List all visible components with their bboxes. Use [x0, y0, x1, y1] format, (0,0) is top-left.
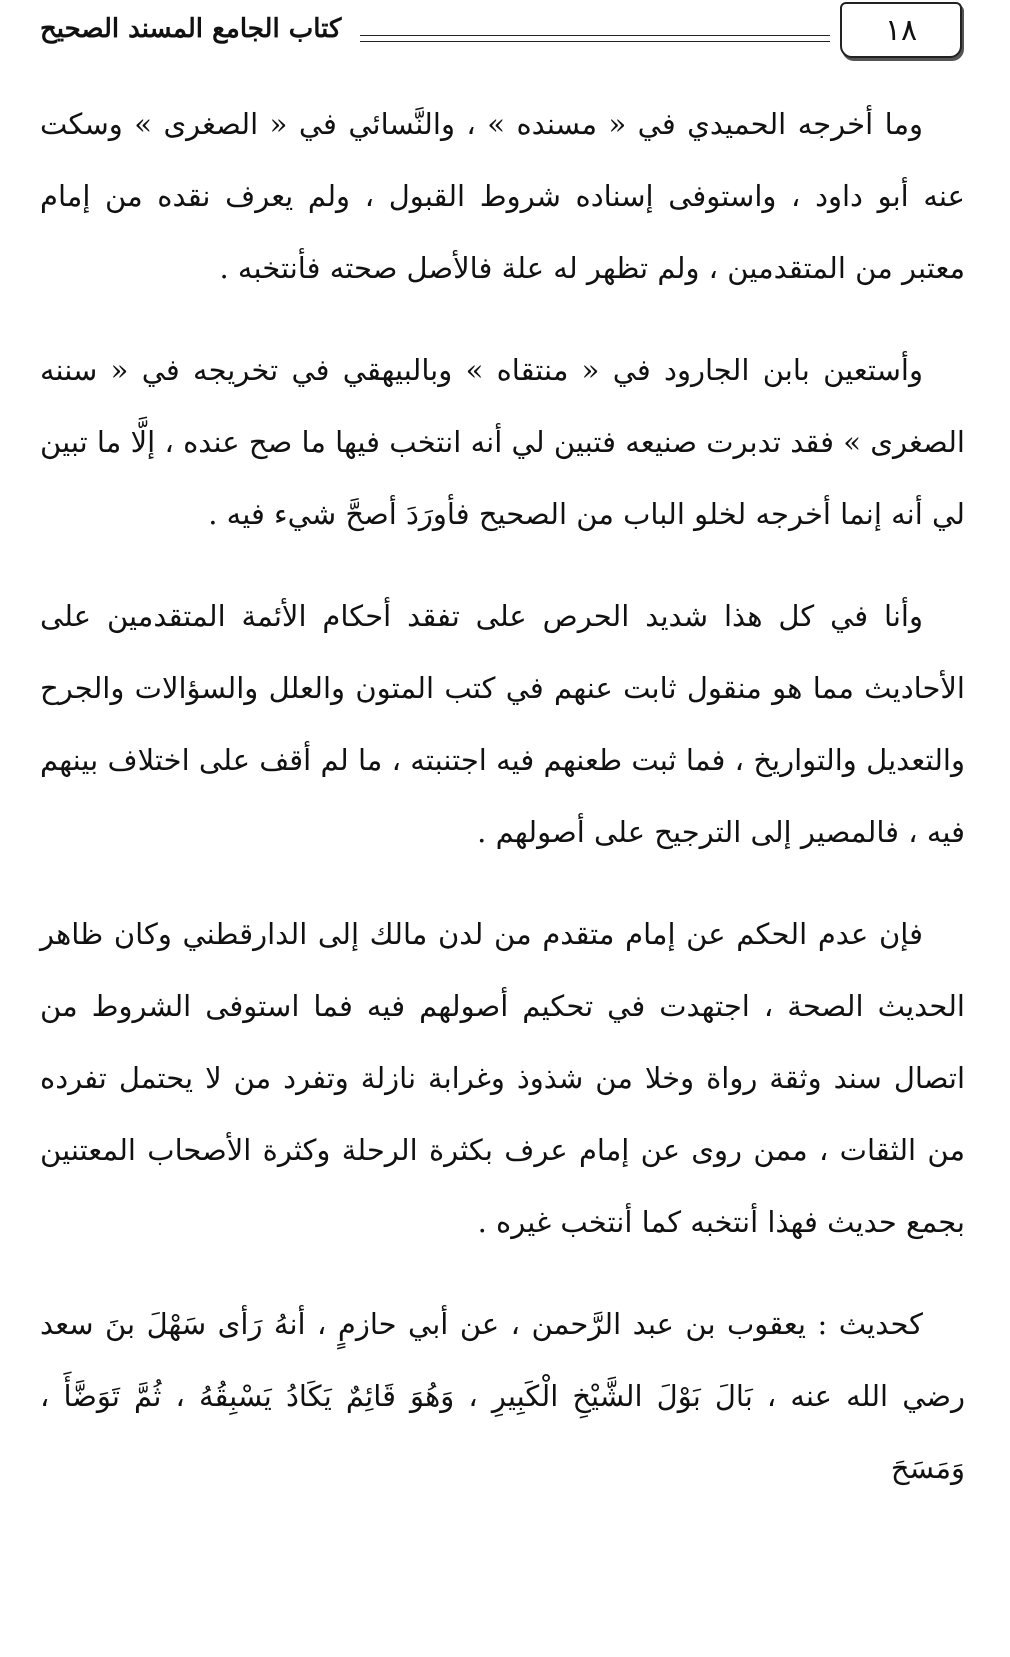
page-number: ١٨	[840, 2, 962, 58]
page-header	[40, 0, 962, 62]
header-rule	[360, 35, 830, 42]
paragraph: وأنا في كل هذا شديد الحرص على تفقد أحكام الأئمة المتقدمين على الأحاديث مما هو منقول ثابت عنهم في كتب المتون والعلل والسؤالات والجرح والتعديل والتواريخ ، فما ثبت طعنهم فيه اجتنبته ، ما لم أقف على اختلاف بينهم فيه ، فالمصير إلى الترجيح على أصولهم .	[40, 599, 965, 849]
paragraph: كحديث : يعقوب بن عبد الرَّحمن ، عن أبي حازمٍ ، أنهُ رَأى سَهْلَ بنَ سعد رضي الله عنه ، بَالَ بَوْلَ الشَّيْخِ الْكَبِيرِ ، وَهُوَ قَائِمٌ يَكَادُ يَسْبِقُهُ ، ثُمَّ تَوَضَّأَ ، وَمَسَحَ	[40, 1307, 965, 1485]
book-title: كتاب الجامع المسند الصحيح	[40, 14, 342, 44]
body-text	[40, 88, 965, 1534]
paragraph: وما أخرجه الحميدي في « مسنده » ، والنَّسائي في « الصغرى » وسكت عنه أبو داود ، واستوفى إسناده شروط القبول ، ولم يعرف نقده من إمام معتبر من المتقدمين ، ولم تظهر له علة فالأصل صحته فأنتخبه .	[40, 107, 965, 285]
paragraph: وأستعين بابن الجارود في « منتقاه » وبالبيهقي في تخريجه في « سننه الصغرى » فقد تدبرت صنيعه فتبين لي أنه انتخب فيها ما صح عنده ، إلَّا ما تبين لي أنه إنما أخرجه لخلو الباب من الصحيح فأورَدَ أصحَّ شيء فيه .	[40, 353, 965, 531]
paragraph: فإن عدم الحكم عن إمام متقدم من لدن مالك إلى الدارقطني وكان ظاهر الحديث الصحة ، اجتهدت في تحكيم أصولهم فيه فما استوفى الشروط من اتصال سند وثقة رواة وخلا من شذوذ وغرابة نازلة وتفرد من لا يحتمل تفرده من الثقات ، ممن روى عن إمام عرف بكثرة الرحلة وكثرة الأصحاب المعتنين بجمع حديث فهذا أنتخبه كما أنتخب غيره .	[40, 917, 965, 1239]
